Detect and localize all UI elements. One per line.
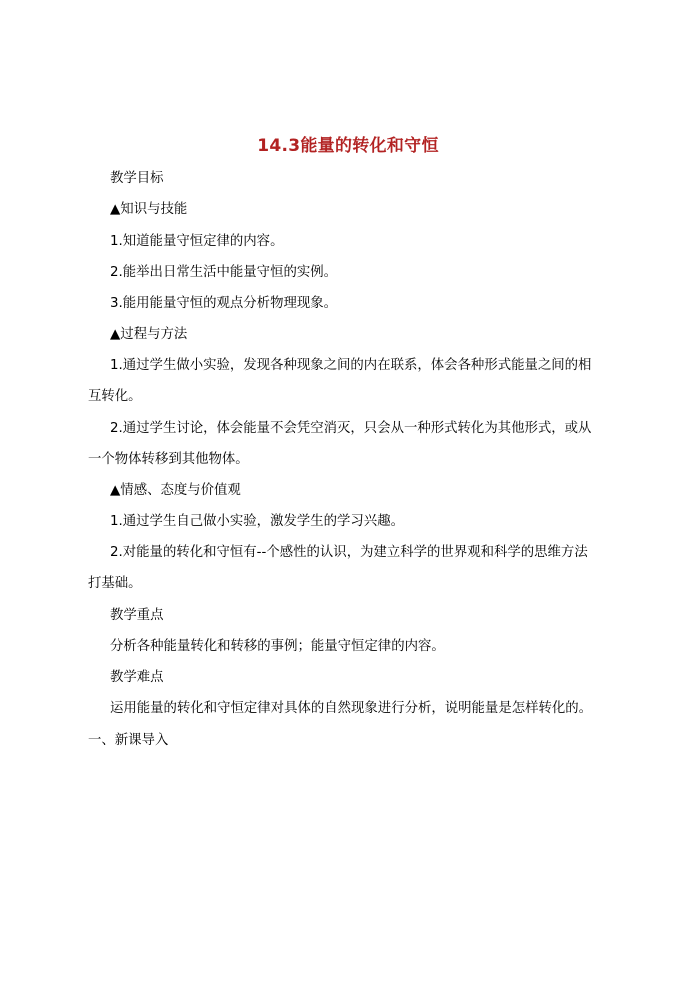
paragraph-line: 2.通过学生讨论，体会能量不会凭空消灭，只会从一种形式转化为其他形式，或从	[110, 421, 592, 436]
paragraph-line: 1.知道能量守恒定律的内容。	[110, 234, 284, 249]
paragraph-line: 3.能用能量守恒的观点分析物理现象。	[110, 296, 338, 311]
paragraph-line: 分析各种能量转化和转移的事例；能量守恒定律的内容。	[110, 639, 445, 654]
paragraph-line: 1.通过学生自己做小实验，激发学生的学习兴趣。	[110, 514, 404, 529]
section-heading-objectives: 教学目标	[110, 171, 164, 186]
paragraph-line: 2.对能量的转化和守恒有--个感性的认识，为建立科学的世界观和科学的思维方法	[110, 545, 588, 560]
paragraph-line: 打基础。	[88, 576, 142, 591]
paragraph-line: 运用能量的转化和守恒定律对具体的自然现象进行分析，说明能量是怎样转化的。	[110, 701, 593, 716]
section-heading-new-lesson: 一、新课导入	[88, 733, 169, 748]
subheading-emotion-attitude: ▲情感、态度与价值观	[110, 483, 241, 498]
paragraph-line: 互转化。	[88, 389, 142, 404]
page-title: 14.3能量的转化和守恒	[257, 136, 439, 156]
paragraph-line: 1.通过学生做小实验，发现各种现象之间的内在联系，体会各种形式能量之间的相	[110, 358, 592, 373]
section-heading-key-points: 教学重点	[110, 608, 164, 623]
section-heading-difficulties: 教学难点	[110, 670, 164, 685]
paragraph-line: 一个物体转移到其他物体。	[88, 452, 249, 467]
subheading-process-method: ▲过程与方法	[110, 327, 188, 342]
paragraph-line: 2.能举出日常生活中能量守恒的实例。	[110, 265, 338, 280]
subheading-knowledge-skills: ▲知识与技能	[110, 202, 188, 217]
